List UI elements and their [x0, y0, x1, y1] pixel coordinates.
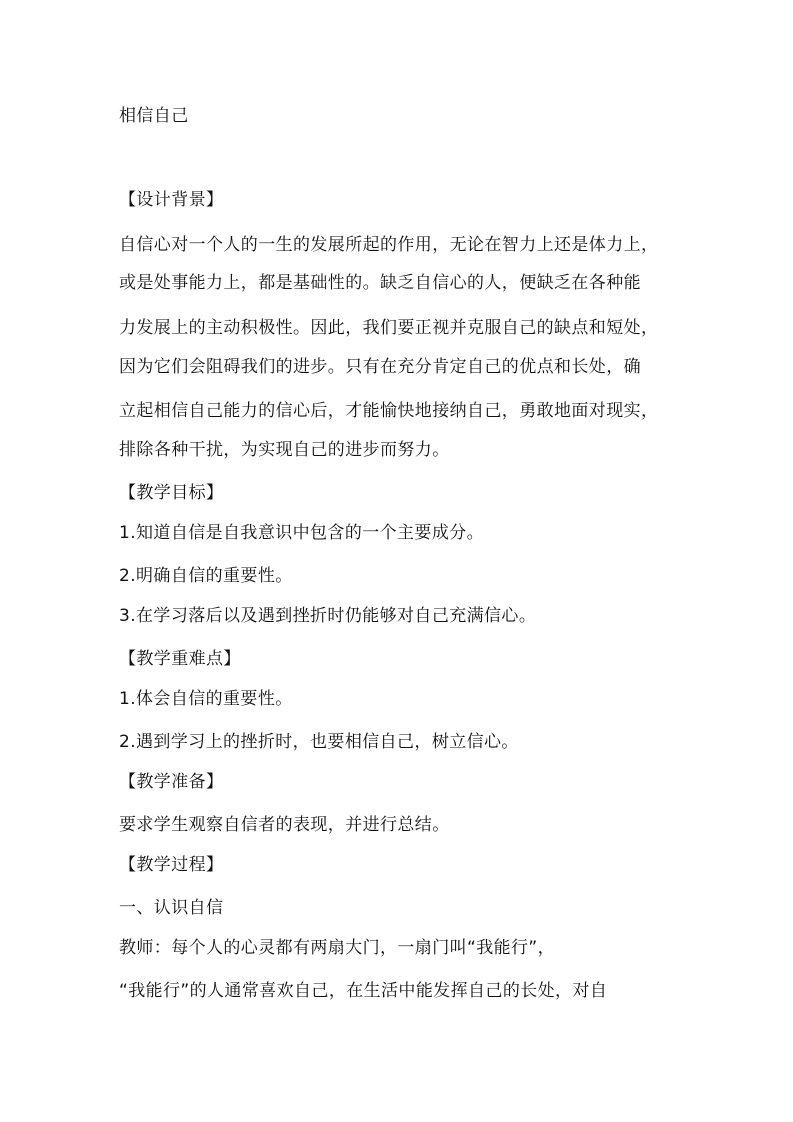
- background-line: 排除各种干扰，为实现自己的进步而努力。: [119, 440, 450, 460]
- background-heading: 【设计背景】: [119, 190, 224, 210]
- process-step-title: 一、认识自信: [119, 898, 224, 918]
- goal-item: 3.在学习落后以及遇到挫折时仍能够对自己充满信心。: [119, 606, 537, 626]
- preparation-heading: 【教学准备】: [119, 772, 224, 792]
- process-line: “我能行”的人通常喜欢自己，在生活中能发挥自己的长处，对自: [119, 981, 608, 1001]
- goals-heading: 【教学目标】: [119, 483, 224, 503]
- goal-item: 1.知道自信是自我意识中包含的一个主要成分。: [119, 523, 485, 543]
- preparation-text: 要求学生观察自信者的表现，并进行总结。: [119, 815, 450, 835]
- background-line: 或是处事能力上，都是基础性的。缺乏自信心的人，便缺乏在各种能: [119, 273, 641, 293]
- background-line: 立起相信自己能力的信心后，才能愉快地接纳自己，勇敢地面对现实，: [119, 401, 659, 421]
- key-point-item: 1.体会自信的重要性。: [119, 689, 293, 709]
- process-heading: 【教学过程】: [119, 855, 224, 875]
- key-points-heading: 【教学重难点】: [119, 649, 241, 669]
- background-line: 因为它们会阻碍我们的进步。只有在充分肯定自己的优点和长处，确: [119, 357, 641, 377]
- background-line: 力发展上的主动积极性。因此，我们要正视并克服自己的缺点和短处，: [119, 318, 659, 338]
- process-line: 教师：每个人的心灵都有两扇大门，一扇门叫“我能行”，: [119, 938, 556, 958]
- background-line: 自信心对一个人的一生的发展所起的作用，无论在智力上还是体力上，: [119, 235, 659, 255]
- key-point-item: 2.遇到学习上的挫折时，也要相信自己，树立信心。: [119, 732, 519, 752]
- goal-item: 2.明确自信的重要性。: [119, 566, 293, 586]
- document-title: 相信自己: [119, 106, 189, 126]
